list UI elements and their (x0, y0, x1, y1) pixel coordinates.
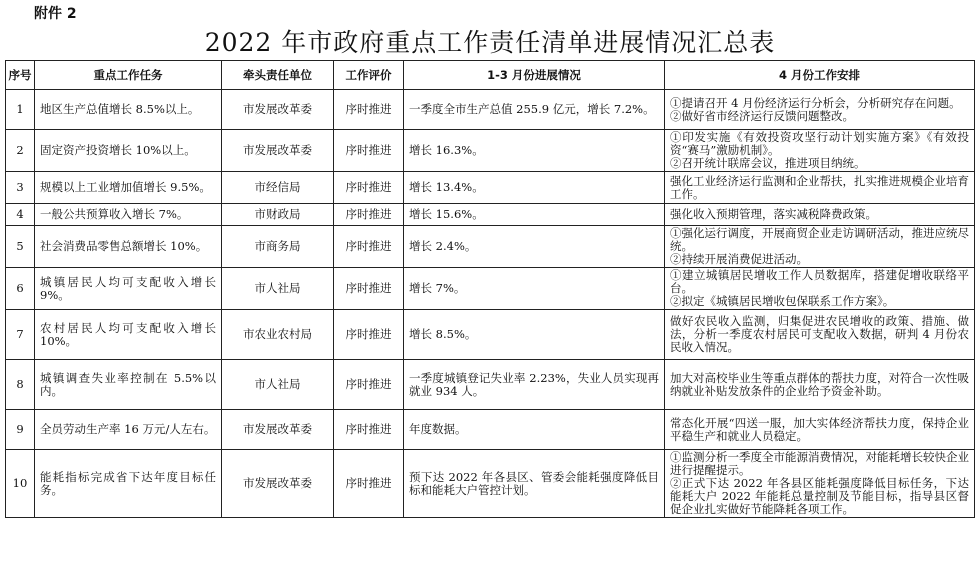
cell-line: 年度数据。 (409, 422, 467, 436)
header-task: 重点工作任务 (35, 61, 222, 90)
cell-no: 8 (6, 360, 35, 410)
table-header-row (6, 61, 975, 90)
cell-line: 增长 7%。 (409, 281, 466, 295)
cell-line: ②正式下达 2022 年各县区能耗强度降低目标任务，下达能耗大户 2022 年能耗总量控制及节能目标，指导县区督促企业扎实做好节能降耗各项工作。 (670, 476, 969, 516)
table-row (6, 268, 975, 310)
cell-task: 城镇调查失业率控制在 5.5%以内。 (35, 360, 222, 410)
cell-unit: 市人社局 (222, 268, 334, 310)
cell-progress (404, 172, 665, 204)
cell-unit: 市发展改革委 (222, 410, 334, 450)
cell-line: ②拟定《城镇居民增收包保联系工作方案》。 (670, 294, 895, 308)
cell-line: 加大对高校毕业生等重点群体的帮扶力度，对符合一次性吸纳就业补贴发放条件的企业给予资金补助。 (670, 370, 969, 398)
header-unit: 牵头责任单位 (222, 61, 334, 90)
table-row (6, 310, 975, 360)
header-evaluation: 工作评价 (334, 61, 404, 90)
cell-line: 增长 8.5%。 (409, 327, 477, 341)
attachment-label: 附件 2 (34, 6, 77, 22)
table-row (6, 130, 975, 172)
cell-progress (404, 450, 665, 518)
cell-progress (404, 410, 665, 450)
header-plan: 4 月份工作安排 (665, 61, 975, 90)
cell-plan (665, 450, 975, 518)
cell-unit: 市发展改革委 (222, 90, 334, 130)
cell-unit: 市财政局 (222, 204, 334, 226)
table-row (6, 410, 975, 450)
cell-evaluation: 序时推进 (334, 310, 404, 360)
cell-line: 预下达 2022 年各县区、管委会能耗强度降低目标和能耗大户管控计划。 (409, 469, 659, 497)
cell-no: 2 (6, 130, 35, 172)
cell-no: 10 (6, 450, 35, 518)
cell-evaluation: 序时推进 (334, 130, 404, 172)
cell-unit: 市农业农村局 (222, 310, 334, 360)
cell-line: ②做好省市经济运行反馈问题整改。 (670, 108, 854, 123)
cell-task: 规模以上工业增加值增长 9.5%。 (35, 172, 222, 204)
cell-unit: 市人社局 (222, 360, 334, 410)
cell-task: 全员劳动生产率 16 万元/人左右。 (35, 410, 222, 450)
header-progress: 1-3 月份进展情况 (404, 61, 665, 90)
cell-unit: 市发展改革委 (222, 450, 334, 518)
cell-line: ①监测分析一季度全市能源消费情况，对能耗增长较快企业进行提醒提示。 (670, 450, 969, 477)
cell-unit: 市发展改革委 (222, 130, 334, 172)
cell-evaluation: 序时推进 (334, 226, 404, 268)
cell-line: ①印发实施《有效投资攻坚行动计划实施方案》《有效投资“赛马”激励机制》。 (670, 130, 969, 157)
table-row (6, 204, 975, 226)
cell-plan (665, 410, 975, 450)
cell-line: 强化收入预期管理，落实减税降费政策。 (670, 207, 877, 221)
cell-line: 增长 16.3%。 (409, 143, 484, 157)
cell-task: 地区生产总值增长 8.5%以上。 (35, 90, 222, 130)
cell-plan (665, 226, 975, 268)
page-title: 2022 年市政府重点工作责任清单进展情况汇总表 (204, 28, 776, 57)
cell-evaluation: 序时推进 (334, 360, 404, 410)
cell-plan (665, 90, 975, 130)
cell-task: 能耗指标完成省下达年度目标任务。 (35, 450, 222, 518)
cell-evaluation: 序时推进 (334, 172, 404, 204)
cell-line: ②持续开展消费促进活动。 (670, 252, 808, 266)
cell-line: 增长 13.4%。 (409, 180, 484, 194)
cell-plan (665, 310, 975, 360)
cell-no: 5 (6, 226, 35, 268)
cell-no: 7 (6, 310, 35, 360)
cell-plan (665, 172, 975, 204)
cell-progress (404, 90, 665, 130)
cell-no: 3 (6, 172, 35, 204)
cell-line: 一季度城镇登记失业率 2.23%，失业人员实现再就业 934 人。 (409, 370, 659, 398)
cell-line: ①提请召开 4 月份经济运行分析会，分析研究存在问题。 (670, 95, 961, 110)
cell-progress (404, 360, 665, 410)
cell-no: 9 (6, 410, 35, 450)
cell-line: 一季度全市生产总值 255.9 亿元，增长 7.2%。 (409, 102, 655, 116)
cell-plan (665, 204, 975, 226)
progress-table (5, 60, 975, 518)
cell-line: ①强化运行调度，开展商贸企业走访调研活动，推进应统尽统。 (670, 226, 969, 253)
cell-task: 固定资产投资增长 10%以上。 (35, 130, 222, 172)
cell-line: ②召开统计联席会议，推进项目纳统。 (670, 156, 866, 170)
cell-evaluation: 序时推进 (334, 204, 404, 226)
cell-progress (404, 130, 665, 172)
table-row (6, 172, 975, 204)
cell-evaluation: 序时推进 (334, 410, 404, 450)
cell-unit: 市经信局 (222, 172, 334, 204)
cell-progress (404, 268, 665, 310)
cell-line: 增长 2.4%。 (409, 239, 477, 253)
table-row (6, 90, 975, 130)
cell-progress (404, 310, 665, 360)
cell-no: 4 (6, 204, 35, 226)
cell-plan (665, 130, 975, 172)
cell-task: 一般公共预算收入增长 7%。 (35, 204, 222, 226)
table-row (6, 360, 975, 410)
header-no: 序号 (6, 61, 35, 90)
cell-line: 强化工业经济运行监测和企业帮扶，扎实推进规模企业培育工作。 (670, 173, 969, 201)
cell-plan (665, 268, 975, 310)
table-row (6, 226, 975, 268)
cell-no: 1 (6, 90, 35, 130)
cell-line: 做好农民收入监测，归集促进农民增收的政策、措施、做法，分析一季度农村居民可支配收入数据，研判 4 月份农民收入情况。 (670, 314, 969, 354)
cell-line: ①建立城镇居民增收工作人员数据库，搭建促增收联络平台。 (670, 268, 969, 295)
cell-task: 城镇居民人均可支配收入增长 9%。 (35, 268, 222, 310)
cell-progress (404, 204, 665, 226)
cell-line: 常态化开展“四送一服，加大实体经济帮扶力度，保持企业平稳生产和就业人员稳定。 (670, 415, 969, 443)
cell-unit: 市商务局 (222, 226, 334, 268)
cell-no: 6 (6, 268, 35, 310)
cell-task: 农村居民人均可支配收入增长 10%。 (35, 310, 222, 360)
cell-evaluation: 序时推进 (334, 90, 404, 130)
cell-line: 增长 15.6%。 (409, 207, 484, 221)
cell-evaluation: 序时推进 (334, 268, 404, 310)
cell-task: 社会消费品零售总额增长 10%。 (35, 226, 222, 268)
cell-plan (665, 360, 975, 410)
table-row (6, 450, 975, 518)
cell-evaluation: 序时推进 (334, 450, 404, 518)
cell-progress (404, 226, 665, 268)
